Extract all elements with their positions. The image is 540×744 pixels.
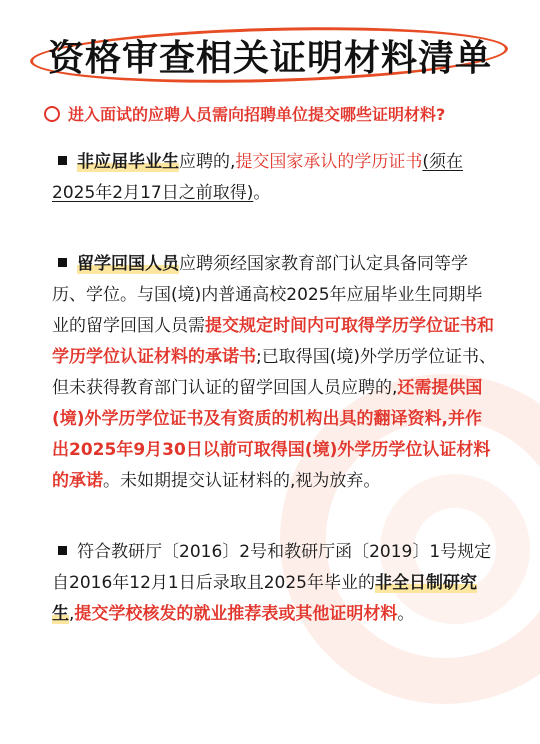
section2-highlight: 留学回国人员 (77, 254, 179, 274)
section1-text: 应聘的, (179, 152, 236, 172)
section-returned-students (52, 249, 498, 497)
section1-end: 。 (253, 183, 271, 203)
section2-text3: 。未如期提交认证材料的,视为放弃。 (103, 471, 381, 491)
section3-text1: 符合教研厅〔2016〕2号和教研厅函〔2019〕1号规定自2016年12月1日后录取且2025年毕业的 (52, 542, 492, 593)
section2-text2: ;已取得国(境)外学历学位证书、但未获得教育部门认证的留学回国人员应聘的, (52, 347, 496, 398)
section2-red-text1: 提交规定时间内可取得学历学位证书和学历学位认证材料的承诺书 (52, 316, 494, 367)
section1-highlight: 非应届毕业生 (77, 152, 179, 172)
section-part-time-graduates (52, 537, 498, 630)
section3-highlight: 非全日制研究生 (52, 573, 477, 624)
section2-red-text2: 还需提供国(境)外学历学位证书及有资质的机构出具的翻译资料,并作出2025年9月30日以前可取得国(境)外学历学位认证材料的承诺 (52, 378, 491, 491)
document-page (0, 22, 540, 630)
title-block (30, 22, 510, 84)
section3-end: 。 (397, 604, 415, 624)
square-bullet-icon (58, 546, 67, 555)
page-title: 资格审查相关证明材料清单 (47, 38, 492, 79)
question-text: 进入面试的应聘人员需向招聘单位提交哪些证明材料? (68, 105, 446, 124)
section2-text1: 应聘须经国家教育部门认定具备同等学历、学位。与国(境)内普通高校2025年应届毕业生同期毕业的留学回国人员需 (52, 254, 483, 336)
section1-underline-text: (须在2025年2月17日之前取得) (52, 152, 464, 203)
question-heading (44, 102, 540, 125)
square-bullet-icon (58, 258, 67, 267)
circle-icon (44, 106, 60, 122)
section3-text2: , (69, 604, 75, 624)
square-bullet-icon (58, 156, 67, 165)
section1-red-text: 提交国家承认的学历证书 (235, 152, 423, 172)
section-non-graduates (52, 147, 498, 209)
section3-red-text: 提交学校核发的就业推荐表或其他证明材料 (74, 604, 398, 624)
